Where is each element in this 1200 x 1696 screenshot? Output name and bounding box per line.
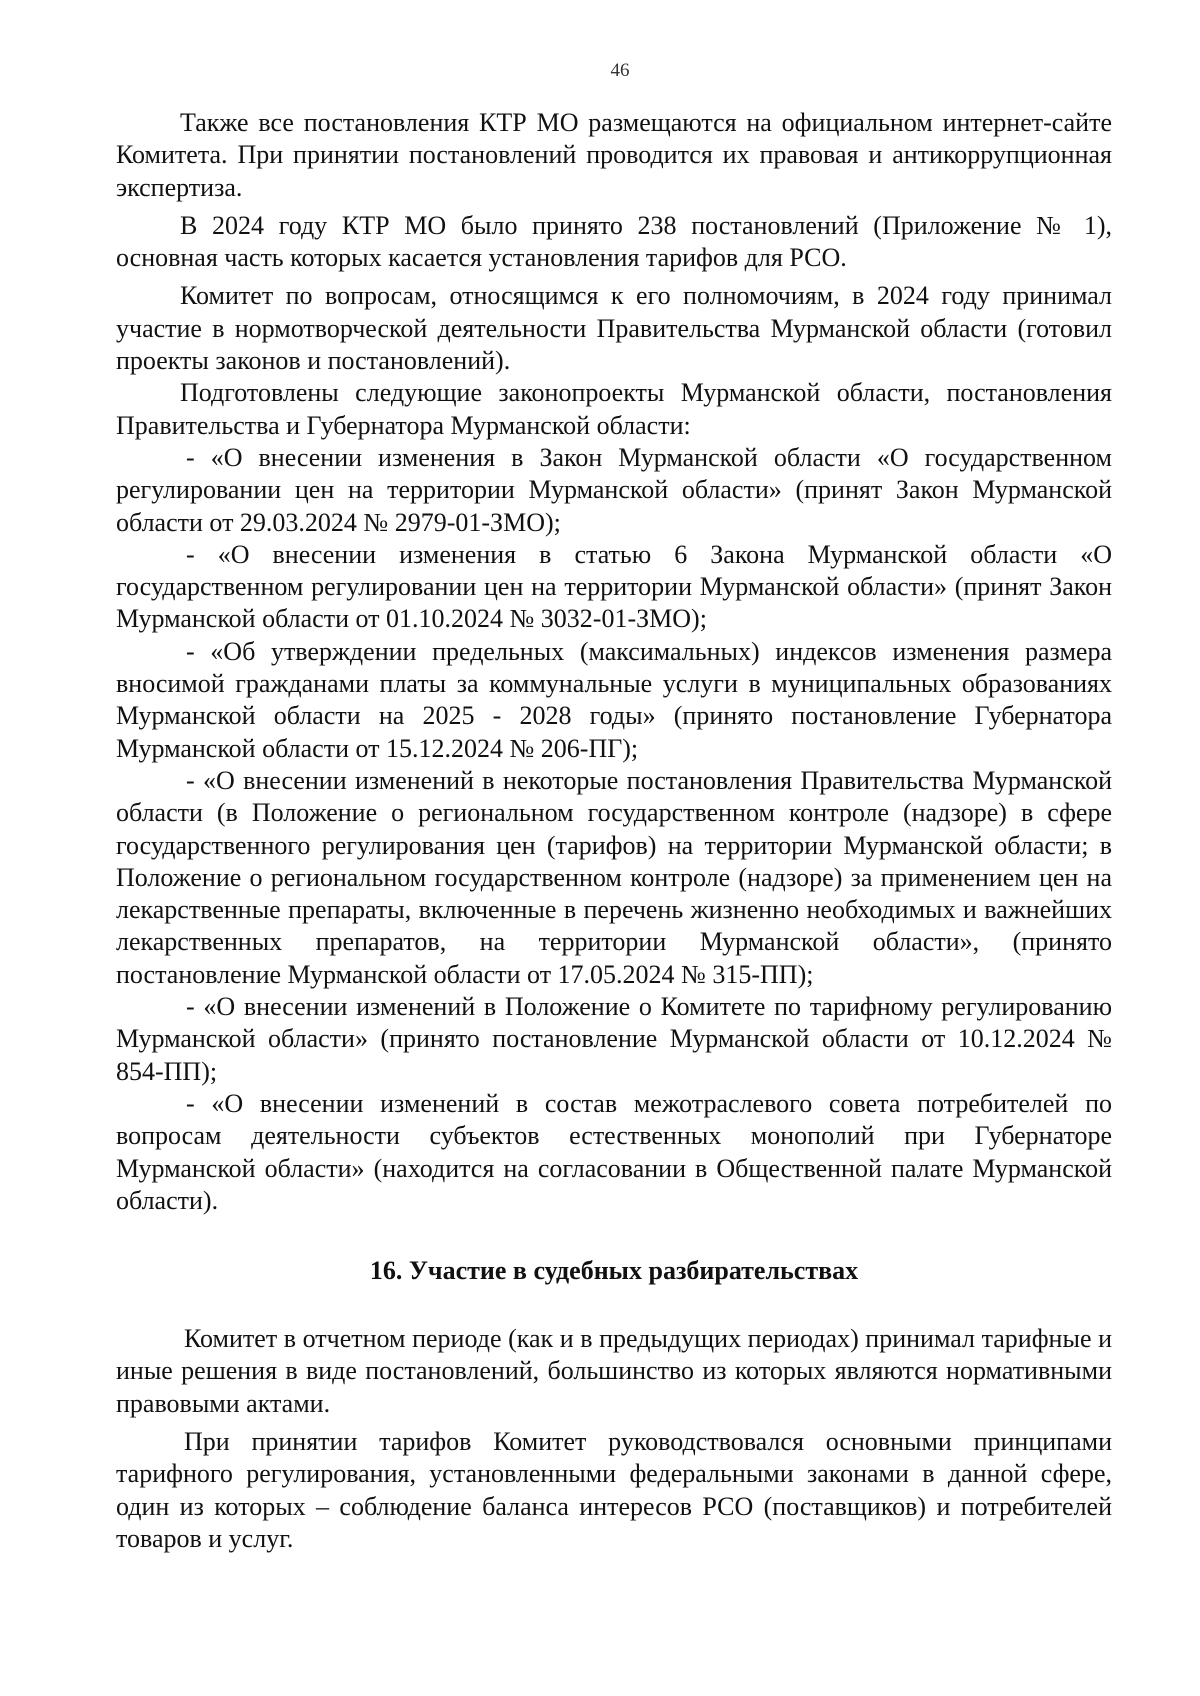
paragraph: Комитет по вопросам, относящимся к его полномочиям, в 2024 году принимал участие в нормотворческой деятельности Правительства Мурманской области (готовил проекты законов и постановлений). — [116, 281, 1112, 376]
list-item: - «О внесении изменений в состав межотраслевого совета потребителей по вопросам деятельности субъектов естественных монополий при Губернаторе Мурманской области» (находится на согласовании в Общественной палате Мурманской области). — [116, 1088, 1112, 1215]
list-item: - «Об утверждении предельных (максимальных) индексов изменения размера вносимой гражданами платы за коммунальные услуги в муниципальных образованиях Мурманской области на 2025 - 2028 годы» (принято постановление Губернатора Мурманской области от 15.12.2024 № 206-ПГ); — [116, 636, 1112, 763]
paragraph: В 2024 году КТР МО было принято 238 постановлений (Приложение № 1), основная часть которых касается установления тарифов для РСО. — [116, 210, 1112, 273]
list-item: - «О внесении изменения в Закон Мурманской области «О государственном регулировании цен на территории Мурманской области» (принят Закон Мурманской области от 29.03.2024 № 2979-01-ЗМО); — [116, 442, 1112, 537]
list-item: - «О внесении изменения в статью 6 Закона Мурманской области «О государственном регулировании цен на территории Мурманской области» (принят Закон Мурманской области от 01.10.2024 № 3032-01-ЗМО); — [116, 539, 1112, 634]
paragraph: При принятии тарифов Комитет руководствовался основными принципами тарифного регулирования, установленными федеральными законами в данной сфере, один из которых – соблюдение баланса интересов РСО (поставщиков) и потребителей товаров и услуг. — [116, 1426, 1112, 1553]
page-number: 46 — [610, 60, 630, 81]
paragraph: Комитет в отчетном периоде (как и в предыдущих периодах) принимал тарифные и иные решения в виде постановлений, большинство из которых являются нормативными правовыми актами. — [116, 1324, 1112, 1418]
paragraph: Также все постановления КТР МО размещаются на официальном интернет-сайте Комитета. При принятии постановлений проводится их правовая и антикоррупционная экспертиза. — [116, 108, 1112, 202]
section-heading: 16. Участие в судебных разбирательствах — [369, 1256, 859, 1286]
document-body — [116, 107, 1112, 1555]
paragraph: Подготовлены следующие законопроекты Мурманской области, постановления Правительства и Губернатора Мурманской области: — [116, 378, 1112, 440]
list-item: - «О внесении изменений в Положение о Комитете по тарифному регулированию Мурманской области» (принято постановление Мурманской области от 10.12.2024 № 854-ПП); — [116, 992, 1112, 1086]
list-item: - «О внесении изменений в некоторые постановления Правительства Мурманской области (в Положение о региональном государственном контроле (надзоре) в сфере государственного регулирования цен (тарифов) на территории Мурманской области; в Положение о региональном государственном контроле (надзоре) за применением цен на лекарственные препараты, включенные в перечень жизненно необходимых и важнейших лекарственных препаратов, на территории Мурманской области», (принято постановление Мурманской области от 17.05.2024 № 315-ПП); — [116, 765, 1112, 989]
